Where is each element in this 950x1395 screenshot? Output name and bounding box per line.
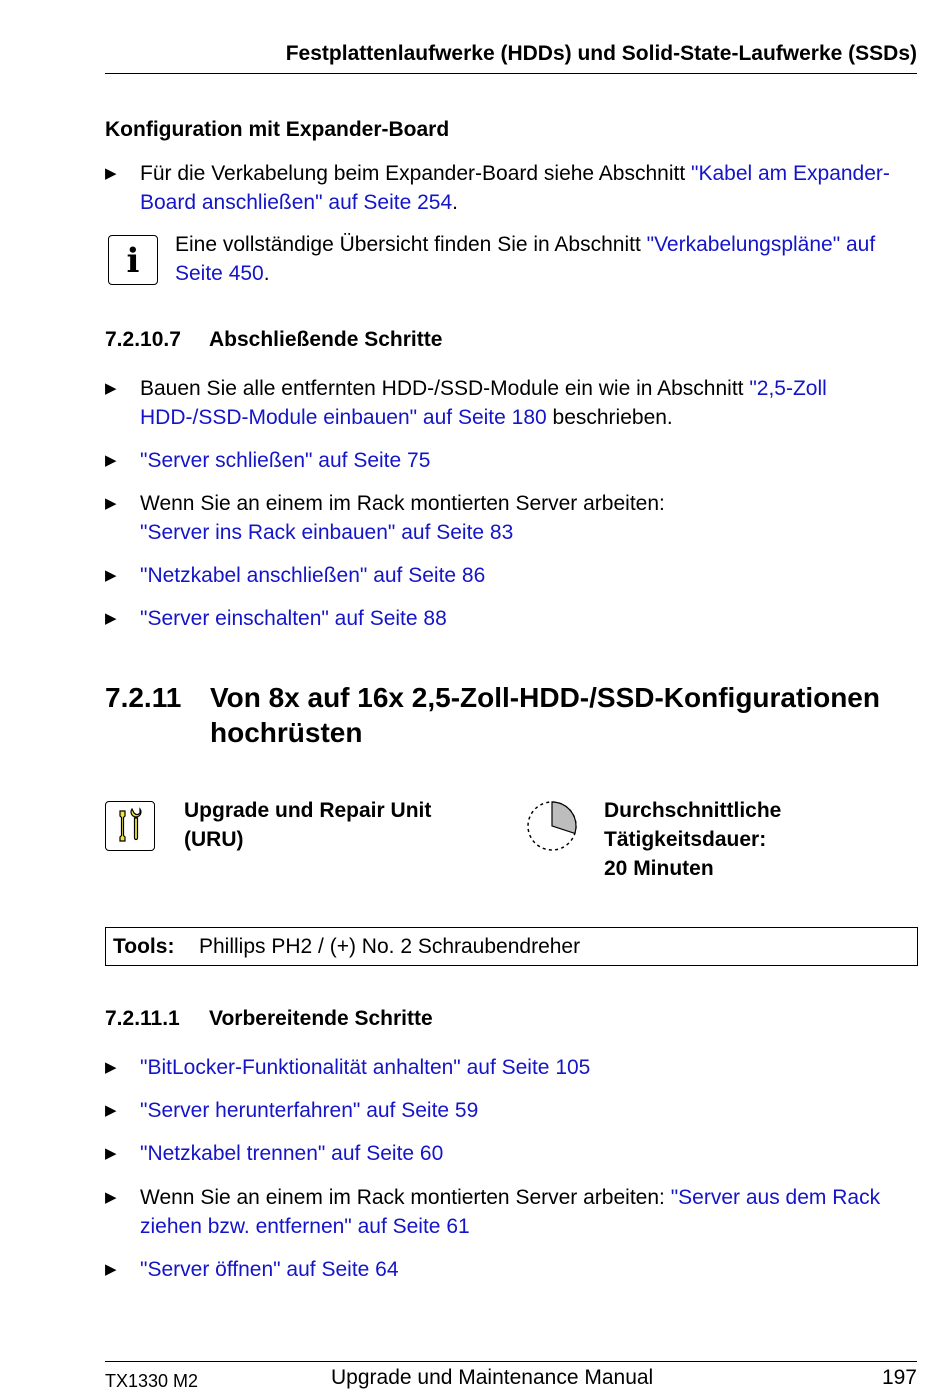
triangle-right-icon: ▶ — [105, 165, 117, 182]
cross-reference-link[interactable]: "Server schließen" auf Seite 75 — [140, 449, 431, 472]
page-number: 197 — [881, 1366, 917, 1389]
tools-label: Tools: — [113, 935, 175, 958]
info-icon: i — [108, 235, 158, 285]
list-item — [105, 1139, 917, 1168]
triangle-right-icon: ▶ — [105, 1145, 117, 1162]
footer-rule — [105, 1361, 917, 1362]
list-item-text: Für die Verkabelung beim Expander-Board siehe Abschnitt "Kabel am Expander-Board anschließen" auf Seite 254. — [140, 162, 890, 214]
section-heading-7-2-10-7 — [105, 326, 442, 354]
cross-reference-link[interactable]: "Server einschalten" auf Seite 88 — [140, 607, 447, 630]
list-item — [105, 604, 917, 633]
triangle-right-icon: ▶ — [105, 495, 117, 512]
wrench-icon — [105, 801, 155, 851]
uru-label: Upgrade und Repair Unit (URU) — [184, 799, 432, 851]
triangle-right-icon: ▶ — [105, 380, 117, 397]
list-item — [105, 1096, 917, 1125]
cross-reference-link[interactable]: "2,5-Zoll HDD-/SSD-Module einbauen" auf Seite 180 — [140, 377, 827, 429]
list-item: ▶ Wenn Sie an einem im Rack montierten Server arbeiten: "Server aus dem Rack ziehen bzw. entfernen" auf Seite 61 — [105, 1183, 917, 1241]
triangle-right-icon: ▶ — [105, 452, 117, 469]
expander-heading: Konfiguration mit Expander-Board — [105, 118, 450, 141]
cross-reference-link[interactable]: "Kabel am Expander-Board anschließen" auf Seite 254 — [140, 162, 890, 214]
triangle-right-icon: ▶ — [105, 1261, 117, 1278]
header-rule — [105, 73, 917, 74]
triangle-right-icon: ▶ — [105, 567, 117, 584]
list-item: ▶ Wenn Sie an einem im Rack montierten Server arbeiten: "Server ins Rack einbauen" auf Seite 83 — [105, 489, 917, 547]
section-number: 7.2.11.1 — [105, 1007, 180, 1030]
section-heading-7-2-11 — [105, 680, 917, 750]
section-number: 7.2.11 — [105, 682, 182, 713]
section-title: Abschließende Schritte — [209, 328, 443, 351]
footer-manual-title: Upgrade und Maintenance Manual — [331, 1366, 654, 1389]
section-heading-7-2-11-1 — [105, 1005, 433, 1033]
section-number: 7.2.10.7 — [105, 328, 181, 351]
info-note: Eine vollständige Übersicht finden Sie in Abschnitt "Verkabelungspläne" auf Seite 450. — [175, 233, 876, 285]
cross-reference-link[interactable]: "Verkabelungspläne" auf Seite 450 — [175, 233, 876, 285]
list-item — [105, 446, 917, 475]
triangle-right-icon: ▶ — [105, 1059, 117, 1076]
tools-value: Phillips PH2 / (+) No. 2 Schraubendreher — [199, 935, 581, 958]
cross-reference-link[interactable]: "Netzkabel anschließen" auf Seite 86 — [140, 564, 486, 587]
list-item — [105, 1255, 917, 1284]
list-item — [105, 1053, 917, 1082]
list-item: ▶ Bauen Sie alle entfernten HDD-/SSD-Module ein wie in Abschnitt "2,5-Zoll HDD-/SSD-Module einbauen" auf Seite 180 beschrieben. — [105, 374, 917, 432]
page-header: Festplattenlaufwerke (HDDs) und Solid-State-Laufwerke (SSDs) — [285, 42, 917, 65]
section-title: Vorbereitende Schritte — [209, 1007, 433, 1030]
list-item — [105, 159, 917, 217]
clock-icon — [525, 799, 579, 853]
tools-box — [105, 927, 918, 966]
cross-reference-link[interactable]: "Server aus dem Rack ziehen bzw. entfernen" auf Seite 61 — [140, 1186, 881, 1238]
triangle-right-icon: ▶ — [105, 610, 117, 627]
cross-reference-link[interactable]: "BitLocker-Funktionalität anhalten" auf Seite 105 — [140, 1056, 591, 1079]
list-item — [105, 561, 917, 590]
footer-model: TX1330 M2 — [105, 1371, 199, 1391]
duration-label: Durchschnittliche Tätigkeitsdauer: 20 Minuten — [604, 799, 782, 880]
cross-reference-link[interactable]: "Server herunterfahren" auf Seite 59 — [140, 1099, 479, 1122]
cross-reference-link[interactable]: "Server ins Rack einbauen" auf Seite 83 — [140, 521, 514, 544]
cross-reference-link[interactable]: "Server öffnen" auf Seite 64 — [140, 1258, 399, 1281]
triangle-right-icon: ▶ — [105, 1102, 117, 1119]
cross-reference-link[interactable]: "Netzkabel trennen" auf Seite 60 — [140, 1142, 444, 1165]
triangle-right-icon: ▶ — [105, 1189, 117, 1206]
section-title: Von 8x auf 16x 2,5-Zoll-HDD-/SSD-Konfigurationen hochrüsten — [210, 682, 880, 748]
